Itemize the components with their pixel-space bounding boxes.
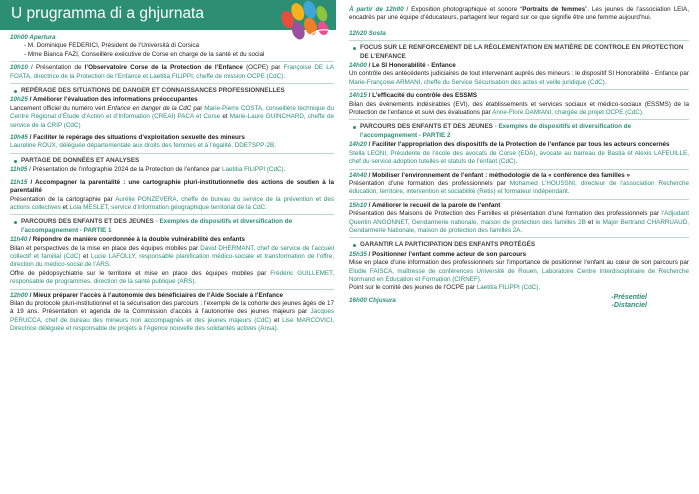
block-exposition: À partir de 12h00 / Exposition photographique et sonore “Portraits de femmes”. Les jeunes de l’association LEIA, encadrés par une équipe d’éducateurs, partagent leur regard sur ce que signifie être une femme aujourd’hui.	[349, 6, 689, 22]
separator	[349, 119, 689, 120]
block-ocpe: 10h10 / Présentation de l’Observatoire Corse de la Protection de l’Enfance (OCPE) par Françoise DE LA FOATA, directrice de la Protection de l’Enfance et Laetitia FILIPPI, cheffe de mission OCPE (CdC).	[10, 64, 334, 80]
block-evaluation: 10h25 / Améliorer l’évaluation des informations préoccupantes Lancement officiel du numéro vert Enfance en danger de la CdC par Marie-Pierre COSTA, conseillère technique du Centre Régional d’Étude d’Action et d’Information (CREAI) PACA et Corse et Marie-Laure GUINCHARD, cheffe de service de la CRIP (CdC)	[10, 96, 334, 129]
block-autonomie: 12h00 / Mieux préparer l’accès à l’autonomie des bénéficiaires de l’Aide Sociale à l’Enfance Bilan du protocole pluri-institutionnel et la sécurisation des parcours : l’exemple de la cohorte des jeunes âgés de 17 à 19 ans. Présentation et agenda de la Commission d’accès à l’autonomie des jeunes majeurs par Jacques PERUCCA, chef de bureau des mineurs non accompagnés et des jeunes majeurs (CdC) et Lise MARCOVICI, Directrice déléguée et responsable de projets à l’Agence nouvelle des solidarités actives (Ansa).	[10, 291, 334, 333]
block-honorabilite: 14h00 / Le SI Honorabilité - Enfance Un contrôle des antécédents judiciaires de tout intervenant auprès des mineurs : le dispositif SI Honorabilité - Enfance par Marie-Françoise ARMANI, cheffe du Service Sécurisation des actes et veille juridique (CdC).	[349, 62, 689, 86]
block-essms: 14h15 / L’efficacité du contrôle des ESSMS Bilan des événements indésirables (EVI), des établissements et services sociaux et médico-sociaux (ESSMS) de la Protection de l’enfance et suivi des évaluations par Anne-Flore DAMIANI, chargée de projet OCPE (CdC).	[349, 92, 689, 117]
signature-presentiel: -Présentiel	[611, 293, 647, 301]
section-heading-focus: FOCUS SUR LE RENFORCEMENT DE LA RÉGLEMENTATION EN MATIÈRE DE CONTROLE EN PROTECTION DE L’ENFANCE	[349, 44, 689, 61]
block-parentalite: 11h15 / Accompagner la parentalité : une cartographie pluri-institutionnelle des actions de soutien à la parentalité Présentation de la cartographie par Aurélie PONZEVERA, cheffe de bureau du service de la prévention et des actions collectives et Lola MESLET, service d’information géographique territorial de la CdC.	[10, 178, 334, 211]
separator	[10, 83, 334, 84]
separator	[349, 237, 689, 238]
section-heading-participation: GARANTIR LA PARTICIPATION DES ENFANTS PROTÉGÉS	[349, 241, 689, 249]
block-exploitation: 10h45 / Faciliter le repérage des situations d’exploitation sexuelle des mineurs Laureline ROUX, déléguée départementale aux droits des femmes et à l’égalité, DDETSPP-2B.	[10, 134, 277, 150]
block-infographie: 11h05 / Présentation de l’infographie 2024 de la Protection de l’enfance par Laetitia FILIPPI (CdC).	[10, 166, 286, 174]
opening-speaker-2: - Mme Bianca FAZI, Conseillère exécutive de Corse en charge de la santé et du social	[24, 50, 265, 58]
separator	[10, 214, 334, 215]
block-appropriation: 14h20 / Faciliter l’appropriation des dispositifs de la Protection de l’enfance par tous les acteurs concernés Stella LEONI, Présidente de l’école des avocats de Corse (EDA), avocate au barreau de Bastia et Alexis LAFEUILLE, chef du service adoption tutelles et statuts de l’enfant (CdC).	[349, 141, 689, 166]
separator	[10, 289, 334, 290]
block-vulnerabilite: 11h40 / Répondre de manière coordonnée à la double vulnérabilité des enfants Bilan et perspectives de la mise en place des équipes mobiles par David DHERMANT, chef de service de l’accueil collectif et familial (CdC) et Lucie LAFOLLY, responsable planification médico-sociale et transformation de l’offre, direction du médico-social de l’ARS. Offre de pédopsychiatrie sur le territoire et mise en place des équipes mobiles par Frédéric GUILLEMET, responsable de programmes, direction de la santé publique (ARS).	[10, 236, 335, 286]
separator	[349, 199, 689, 200]
block-conference-familles: 14h40 / Mobiliser l’environnement de l’enfant : méthodologie de la « conférence des familles » Présentation d’une formation des professionnels par Mohamed L’HOUSSNI, directeur de l’association Recherche éducation, territoire, intervention et sociabilité (Retis) et formateur indépendant.	[349, 171, 689, 196]
block-cloture: 16h00 Chjusura	[349, 296, 396, 304]
section-heading-parcours-1: PARCOURS DES ENFANTS ET DES JEUNES - Exemples de dispositifs et diversification de l’accompagnement - PARTIE 1	[10, 218, 334, 235]
separator	[349, 89, 689, 90]
program-banner	[0, 0, 336, 30]
separator	[10, 61, 334, 62]
block-acteur: 15h35 / Positionner l’enfant comme acteur de son parcours Mise en place d’une information des professionnels sur l’importance de positionner l’enfant au cœur de son parcours par Elodie FAISCA, maîtresse de conférences Université de Rouen, Laboratoire Centre Interdisciplinaire de Recherche Normand en Education et Formation (CIRNEF). Point sur le comité des jeunes de l’OCPE par Laetitia FILIPPI (CdC).	[349, 250, 689, 292]
banner-title: U prugramma di a ghjurnata	[11, 5, 204, 22]
signature-distanciel: -Distanciel	[611, 302, 647, 310]
opening-speaker-1: - M. Dominique FEDERICI, Président de l’Università di Corsica	[24, 42, 199, 50]
section-heading-donnees: PARTAGE DE DONNÉES ET ANALYSES	[10, 157, 334, 165]
separator	[349, 40, 689, 41]
hands-logo-icon	[276, 0, 334, 48]
block-pause: 12h20 Sosta	[349, 29, 386, 37]
separator	[349, 169, 689, 170]
separator	[10, 153, 334, 154]
section-heading-reperage: REPÉRAGE DES SITUATIONS DE DANGER ET CONNAISSANCES PROFESSIONNELLES	[10, 87, 334, 95]
section-heading-parcours-2: PARCOURS DES ENFANTS ET DES JEUNES - Exemples de dispositifs et diversification de l’accompagnement - PARTIE 2	[349, 123, 689, 140]
left-column	[0, 0, 336, 334]
block-opening: 10h00 Apertura	[10, 34, 56, 41]
block-parole: 15h10 / Améliorer le recueil de la parole de l’enfant Présentation des Maisons de Protection des Familles et présentation d’une formation des professionnels par l’Adjudant Quentin ANGONNET, Gendarmerie nationale, maison de protection des familles 2B et le Major Bertrand CHARRUAUD, Gendarmerie Nationale, maison de protection des familles 2A.	[349, 201, 689, 234]
right-column	[349, 6, 689, 310]
